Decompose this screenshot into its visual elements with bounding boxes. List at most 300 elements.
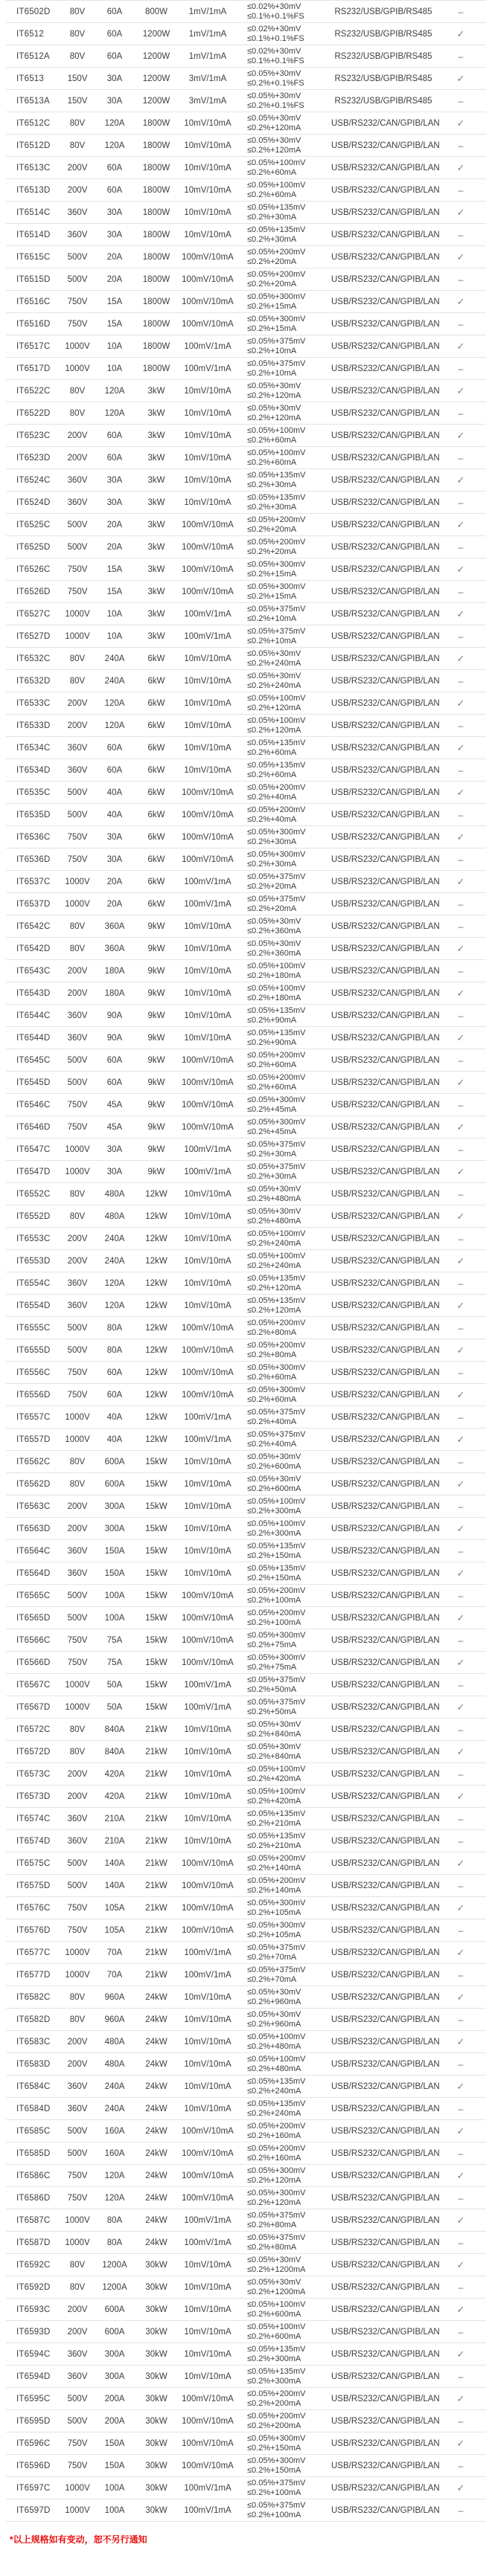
power-cell: 15kW (145, 1680, 167, 1690)
resolution-cell: 10mV/10mA (184, 2059, 231, 2069)
resolution-cell: 100mV/10mA (182, 587, 234, 596)
resolution-cell: 10mV/10mA (184, 743, 231, 753)
accuracy-voltage-line: ≤0.05%+200mV (247, 2389, 306, 2398)
footnote: *以上规格如有变动，恕不另行通知 (10, 2534, 147, 2545)
current-cell: 240A (104, 1256, 125, 1266)
accuracy-voltage-line: ≤0.05%+100mV (247, 693, 306, 703)
current-cell: 40A (106, 810, 123, 820)
accuracy-cell (237, 1809, 331, 1829)
current-cell: 15A (106, 319, 123, 329)
current-cell: 45A (106, 1122, 123, 1132)
accuracy-cell (237, 1899, 331, 1918)
interfaces-cell: USB/RS232/CAN/GPIB/LAN (331, 431, 440, 440)
accuracy-current-line: ≤0.2%+480mA (247, 1194, 301, 1203)
voltage-cell: 1000V (65, 631, 90, 641)
accuracy-cell (237, 1006, 331, 1025)
accuracy-cell (237, 2211, 331, 2230)
model-cell: IT6552D (16, 1211, 51, 1221)
accuracy-cell (237, 2322, 331, 2342)
current-cell: 360A (104, 921, 125, 931)
resolution-cell: 100mV/1mA (184, 1948, 231, 1957)
spec-row (6, 1473, 486, 1495)
resolution-cell: 100mV/10mA (182, 2171, 234, 2180)
accuracy-current-line: ≤0.2%+480mA (247, 1216, 301, 1226)
interfaces-cell: USB/RS232/CAN/GPIB/LAN (331, 2104, 440, 2113)
power-cell: 24kW (145, 2148, 167, 2158)
accuracy-voltage-line: ≤0.05%+200mV (247, 515, 306, 524)
power-cell: 24kW (145, 2081, 167, 2091)
voltage-cell: 360V (67, 2104, 88, 2113)
dash-icon: – (458, 229, 464, 240)
accuracy-current-line: ≤0.2%+60mA (247, 435, 297, 445)
model-cell: IT6566D (16, 1658, 51, 1667)
voltage-cell: 80V (69, 1725, 86, 1734)
spec-row (6, 1629, 486, 1652)
voltage-cell: 200V (67, 2037, 88, 2047)
voltage-cell: 500V (67, 542, 88, 552)
voltage-cell: 200V (67, 453, 88, 463)
current-cell: 120A (104, 721, 125, 730)
voltage-cell: 750V (67, 1390, 88, 1400)
accuracy-cell (237, 2501, 331, 2520)
spec-row (6, 960, 486, 982)
resolution-cell: 10mV/10mA (184, 2349, 231, 2359)
voltage-cell: 360V (67, 2349, 88, 2359)
dash-icon: – (458, 408, 464, 419)
accuracy-voltage-line: ≤0.05%+300mV (247, 2188, 306, 2197)
interfaces-cell: USB/RS232/CAN/GPIB/LAN (331, 2438, 440, 2448)
accuracy-cell (237, 1073, 331, 1092)
resolution-cell: 10mV/10mA (184, 1301, 231, 1310)
current-cell: 30A (106, 1144, 123, 1154)
resolution-cell: 10mV/10mA (184, 1256, 231, 1266)
accuracy-voltage-line: ≤0.02%+30mV (247, 24, 301, 33)
accuracy-cell (237, 672, 331, 691)
accuracy-cell (237, 2099, 331, 2119)
resolution-cell: 10mV/10mA (184, 230, 231, 239)
accuracy-cell (237, 538, 331, 557)
accuracy-current-line: ≤0.2%+20mA (247, 881, 297, 891)
accuracy-voltage-line: ≤0.05%+30mV (247, 1184, 301, 1194)
accuracy-current-line: ≤0.2%+80mA (247, 1327, 297, 1337)
dash-icon: – (458, 1144, 464, 1155)
model-cell: IT6567C (16, 1680, 51, 1690)
accuracy-current-line: ≤0.2%+105mA (247, 1907, 301, 1917)
resolution-cell: 100mV/10mA (182, 1368, 234, 1377)
power-cell: 1200W (142, 74, 170, 83)
interfaces-cell: USB/RS232/CAN/GPIB/LAN (331, 1747, 440, 1756)
accuracy-current-line: ≤0.2%+840mA (247, 1751, 301, 1761)
accuracy-voltage-line: ≤0.05%+100mV (247, 180, 306, 190)
accuracy-current-line: ≤0.2%+120mA (247, 413, 301, 422)
availability-cell (435, 474, 486, 486)
spec-row (6, 2009, 486, 2031)
interfaces-cell: RS232/USB/GPIB/RS485 (334, 96, 432, 106)
accuracy-cell (237, 47, 331, 66)
interfaces-cell: USB/RS232/CAN/GPIB/LAN (331, 2327, 440, 2337)
accuracy-voltage-line: ≤0.05%+375mV (247, 626, 306, 636)
accuracy-voltage-line: ≤0.05%+135mV (247, 2366, 306, 2376)
voltage-cell: 750V (67, 1925, 88, 1935)
interfaces-cell: USB/RS232/CAN/GPIB/LAN (331, 1144, 440, 1154)
resolution-cell: 10mV/10mA (184, 1791, 231, 1801)
voltage-cell: 80V (69, 944, 86, 953)
interfaces-cell: USB/RS232/CAN/GPIB/LAN (331, 2059, 440, 2069)
accuracy-current-line: ≤0.2%+30mA (247, 837, 297, 846)
model-cell: IT6587D (16, 2238, 51, 2247)
availability-cell (435, 364, 486, 374)
voltage-cell: 360V (67, 498, 88, 507)
power-cell: 1800W (142, 230, 170, 239)
interfaces-cell: USB/RS232/CAN/GPIB/LAN (331, 654, 440, 663)
interfaces-cell: USB/RS232/CAN/GPIB/LAN (331, 1368, 440, 1377)
spec-row (6, 157, 486, 179)
spec-row (6, 1, 486, 23)
power-cell: 6kW (147, 854, 165, 864)
current-cell: 210A (104, 1836, 125, 1846)
spec-row (6, 1919, 486, 1942)
interfaces-cell: USB/RS232/CAN/GPIB/LAN (331, 1702, 440, 1712)
current-cell: 120A (104, 698, 125, 708)
voltage-cell: 200V (67, 163, 88, 173)
accuracy-voltage-line: ≤0.05%+375mV (247, 336, 306, 346)
spec-row (6, 759, 486, 782)
model-cell: IT6593D (16, 2327, 51, 2337)
voltage-cell: 360V (67, 1814, 88, 1823)
voltage-cell: 80V (69, 408, 86, 418)
power-cell: 24kW (145, 2037, 167, 2047)
model-cell: IT6594D (16, 2371, 51, 2381)
power-cell: 30kW (145, 2416, 167, 2426)
current-cell: 60A (106, 765, 123, 775)
interfaces-cell: USB/RS232/CAN/GPIB/LAN (331, 1189, 440, 1199)
accuracy-voltage-line: ≤0.05%+135mV (247, 1295, 306, 1305)
voltage-cell: 1000V (65, 1970, 90, 1980)
accuracy-cell (237, 270, 331, 289)
current-cell: 50A (106, 1680, 123, 1690)
voltage-cell: 150V (67, 96, 88, 106)
voltage-cell: 500V (67, 1858, 88, 1868)
power-cell: 6kW (147, 765, 165, 775)
voltage-cell: 360V (67, 1546, 88, 1556)
availability-cell (435, 1234, 486, 1244)
dash-icon: – (458, 854, 464, 865)
accuracy-voltage-line: ≤0.05%+200mV (247, 1875, 306, 1885)
model-cell: IT6553D (16, 1256, 51, 1266)
power-cell: 3kW (147, 475, 165, 485)
accuracy-cell (237, 1051, 331, 1070)
dash-icon: – (458, 2505, 464, 2516)
resolution-cell: 10mV/10mA (184, 386, 231, 396)
resolution-cell: 100mV/1mA (184, 877, 231, 886)
current-cell: 150A (104, 2461, 125, 2470)
voltage-cell: 500V (67, 1323, 88, 1333)
accuracy-current-line: ≤0.2%+150mA (247, 1573, 301, 1582)
power-cell: 9kW (147, 1167, 165, 1176)
accuracy-cell (237, 315, 331, 334)
voltage-cell: 360V (67, 475, 88, 485)
power-cell: 12kW (145, 1211, 167, 1221)
accuracy-current-line: ≤0.2%+90mA (247, 1037, 297, 1047)
power-cell: 15kW (145, 1501, 167, 1511)
check-icon: ✓ (456, 1433, 465, 1445)
power-cell: 15kW (145, 1524, 167, 1533)
accuracy-cell (237, 1542, 331, 1561)
availability-cell (435, 230, 486, 240)
accuracy-current-line: ≤0.2%+180mA (247, 993, 301, 1002)
dash-icon: – (458, 631, 464, 642)
accuracy-current-line: ≤0.2%+15mA (247, 591, 297, 601)
model-cell: IT6585D (16, 2148, 51, 2158)
resolution-cell: 100mV/10mA (182, 1390, 234, 1400)
voltage-cell: 500V (67, 1613, 88, 1623)
spec-row (6, 23, 486, 45)
resolution-cell: 100mV/10mA (182, 1345, 234, 1355)
resolution-cell: 100mV/1mA (184, 609, 231, 619)
power-cell: 3kW (147, 631, 165, 641)
accuracy-current-line: ≤0.2%+120mA (247, 1283, 301, 1292)
check-icon: ✓ (456, 786, 465, 798)
availability-cell (435, 2238, 486, 2248)
accuracy-cell (237, 1363, 331, 1382)
resolution-cell: 100mV/1mA (184, 2215, 231, 2225)
accuracy-cell (237, 2456, 331, 2476)
interfaces-cell: USB/RS232/CAN/GPIB/LAN (331, 1613, 440, 1623)
interfaces-cell: USB/RS232/CAN/GPIB/LAN (331, 408, 440, 418)
model-cell: IT6533C (16, 698, 51, 708)
check-icon: ✓ (456, 2392, 465, 2404)
availability-cell (435, 1591, 486, 1601)
current-cell: 70A (106, 1948, 123, 1957)
check-icon: ✓ (456, 295, 465, 307)
resolution-cell: 10mV/10mA (184, 185, 231, 195)
availability-cell (435, 1881, 486, 1891)
power-cell: 21kW (145, 1725, 167, 1734)
interfaces-cell: USB/RS232/CAN/GPIB/LAN (331, 810, 440, 820)
dash-icon: – (458, 1010, 464, 1021)
accuracy-cell (237, 1430, 331, 1449)
accuracy-current-line: ≤0.2%+140mA (247, 1885, 301, 1895)
current-cell: 80A (106, 1345, 123, 1355)
interfaces-cell: USB/RS232/CAN/GPIB/LAN (331, 1434, 440, 1444)
model-cell: IT6544D (16, 1033, 51, 1043)
spec-row (6, 1161, 486, 1183)
model-cell: IT6562C (16, 1457, 51, 1466)
interfaces-cell: USB/RS232/CAN/GPIB/LAN (331, 230, 440, 239)
power-cell: 21kW (145, 1925, 167, 1935)
spec-row (6, 268, 486, 291)
accuracy-current-line: ≤0.2%+30mA (247, 859, 297, 869)
resolution-cell: 100mV/1mA (184, 341, 231, 351)
current-cell: 30A (106, 74, 123, 83)
accuracy-voltage-line: ≤0.05%+135mV (247, 738, 306, 747)
accuracy-current-line: ≤0.2%+100mA (247, 2510, 301, 2519)
accuracy-cell (237, 984, 331, 1003)
check-icon: ✓ (456, 518, 465, 530)
check-icon: ✓ (456, 2214, 465, 2226)
spec-row (6, 648, 486, 670)
accuracy-voltage-line: ≤0.05%+100mV (247, 961, 306, 970)
model-cell: IT6542D (16, 944, 51, 953)
check-icon: ✓ (456, 340, 465, 352)
current-cell: 200A (104, 2416, 125, 2426)
current-cell: 240A (104, 2104, 125, 2113)
accuracy-cell (237, 248, 331, 267)
availability-cell (435, 1836, 486, 1846)
availability-cell (435, 2482, 486, 2494)
availability-cell (435, 319, 486, 329)
model-cell: IT6583C (16, 2037, 51, 2047)
resolution-cell: 10mV/10mA (184, 408, 231, 418)
power-cell: 9kW (147, 1078, 165, 1087)
current-cell: 480A (104, 2059, 125, 2069)
power-cell: 15kW (145, 1591, 167, 1600)
model-cell: IT6512D (16, 141, 51, 150)
resolution-cell: 10mV/10mA (184, 1725, 231, 1734)
current-cell: 60A (106, 431, 123, 440)
accuracy-current-line: ≤0.2%+200mA (247, 2398, 301, 2408)
voltage-cell: 1000V (65, 341, 90, 351)
model-cell: IT6543C (16, 966, 51, 976)
resolution-cell: 100mV/10mA (182, 2416, 234, 2426)
resolution-cell: 1mV/1mA (188, 51, 227, 61)
accuracy-voltage-line: ≤0.05%+300mV (247, 292, 306, 301)
accuracy-voltage-line: ≤0.05%+135mV (247, 1809, 306, 1818)
dash-icon: – (458, 586, 464, 597)
interfaces-cell: USB/RS232/CAN/GPIB/LAN (331, 1457, 440, 1466)
model-cell: IT6556D (16, 1390, 51, 1400)
spec-row (6, 1897, 486, 1919)
resolution-cell: 10mV/10mA (184, 431, 231, 440)
accuracy-voltage-line: ≤0.05%+30mV (247, 2277, 301, 2287)
power-cell: 3kW (147, 564, 165, 574)
model-cell: IT6596D (16, 2461, 51, 2470)
spec-row (6, 447, 486, 469)
check-icon: ✓ (456, 1701, 465, 1713)
model-cell: IT6536C (16, 832, 51, 842)
availability-cell (435, 453, 486, 463)
interfaces-cell: USB/RS232/CAN/GPIB/LAN (331, 2349, 440, 2359)
accuracy-voltage-line: ≤0.05%+100mV (247, 1229, 306, 1238)
current-cell: 240A (104, 654, 125, 663)
current-cell: 60A (106, 1368, 123, 1377)
resolution-cell: 10mV/10mA (184, 765, 231, 775)
accuracy-current-line: ≤0.2%+60mA (247, 190, 297, 199)
interfaces-cell: USB/RS232/CAN/GPIB/LAN (331, 1903, 440, 1913)
model-cell: IT6536D (16, 854, 51, 864)
accuracy-voltage-line: ≤0.05%+200mV (247, 782, 306, 792)
availability-cell (435, 2036, 486, 2048)
interfaces-cell: USB/RS232/CAN/GPIB/LAN (331, 564, 440, 574)
dash-icon: – (458, 720, 464, 731)
availability-cell (435, 2104, 486, 2114)
accuracy-current-line: ≤0.2%+50mA (247, 1707, 297, 1716)
spec-row (6, 1295, 486, 1317)
current-cell: 960A (104, 1992, 125, 2002)
dash-icon: – (458, 1880, 464, 1891)
model-cell: IT6537D (16, 899, 51, 909)
model-cell: IT6546D (16, 1122, 51, 1132)
accuracy-cell (237, 2479, 331, 2498)
spec-row (6, 1942, 486, 1964)
spec-row (6, 2232, 486, 2254)
resolution-cell: 100mV/1mA (184, 1434, 231, 1444)
accuracy-voltage-line: ≤0.05%+375mV (247, 2500, 306, 2510)
resolution-cell: 100mV/1mA (184, 1702, 231, 1712)
model-cell: IT6524D (16, 498, 51, 507)
check-icon: ✓ (456, 1255, 465, 1266)
spec-row (6, 2477, 486, 2499)
spec-row (6, 1674, 486, 1696)
accuracy-voltage-line: ≤0.05%+375mV (247, 604, 306, 614)
spec-row (6, 358, 486, 380)
power-cell: 12kW (145, 1323, 167, 1333)
availability-cell (435, 1725, 486, 1735)
accuracy-cell (237, 1698, 331, 1717)
accuracy-current-line: ≤0.2%+120mA (247, 2197, 301, 2207)
power-cell: 1800W (142, 274, 170, 284)
model-cell: IT6595D (16, 2416, 51, 2426)
accuracy-current-line: ≤0.2%+30mA (247, 212, 297, 222)
spec-row (6, 45, 486, 68)
voltage-cell: 200V (67, 966, 88, 976)
resolution-cell: 100mV/10mA (182, 1055, 234, 1065)
dash-icon: – (458, 2192, 464, 2203)
availability-cell (435, 608, 486, 620)
spec-row (6, 692, 486, 715)
accuracy-voltage-line: ≤0.05%+200mV (247, 2121, 306, 2131)
power-cell: 9kW (147, 1144, 165, 1154)
accuracy-voltage-line: ≤0.02%+30mV (247, 1, 301, 11)
resolution-cell: 10mV/10mA (184, 2015, 231, 2024)
model-cell: IT6592C (16, 2260, 51, 2270)
voltage-cell: 200V (67, 721, 88, 730)
resolution-cell: 100mV/1mA (184, 1167, 231, 1176)
spec-row (6, 849, 486, 871)
accuracy-cell (237, 917, 331, 936)
accuracy-current-line: ≤0.2%+960mA (247, 2019, 301, 2029)
interfaces-cell: USB/RS232/CAN/GPIB/LAN (331, 364, 440, 373)
model-cell: IT6552C (16, 1189, 51, 1199)
interfaces-cell: USB/RS232/CAN/GPIB/LAN (331, 2015, 440, 2024)
dash-icon: – (458, 1501, 464, 1512)
availability-cell (435, 1568, 486, 1580)
accuracy-cell (237, 448, 331, 468)
accuracy-voltage-line: ≤0.05%+135mV (247, 1831, 306, 1841)
interfaces-cell: USB/RS232/CAN/GPIB/LAN (331, 297, 440, 306)
interfaces-cell: USB/RS232/CAN/GPIB/LAN (331, 1301, 440, 1310)
current-cell: 10A (106, 364, 123, 373)
model-cell: IT6586D (16, 2193, 51, 2203)
voltage-cell: 750V (67, 564, 88, 574)
model-cell: IT6526D (16, 587, 51, 596)
availability-cell (435, 876, 486, 888)
power-cell: 24kW (145, 2215, 167, 2225)
model-cell: IT6546C (16, 1100, 51, 1110)
power-cell: 24kW (145, 2171, 167, 2180)
current-cell: 1200A (102, 2282, 127, 2292)
spec-row (6, 1495, 486, 1518)
power-cell: 12kW (145, 1434, 167, 1444)
accuracy-current-line: ≤0.2%+30mA (247, 502, 297, 512)
interfaces-cell: USB/RS232/CAN/GPIB/LAN (331, 1167, 440, 1176)
interfaces-cell: USB/RS232/CAN/GPIB/LAN (331, 1078, 440, 1087)
interfaces-cell: USB/RS232/CAN/GPIB/LAN (331, 1234, 440, 1243)
check-icon: ✓ (456, 987, 465, 999)
accuracy-current-line: ≤0.2%+420mA (247, 1774, 301, 1783)
interfaces-cell: USB/RS232/CAN/GPIB/LAN (331, 2416, 440, 2426)
power-cell: 3kW (147, 408, 165, 418)
